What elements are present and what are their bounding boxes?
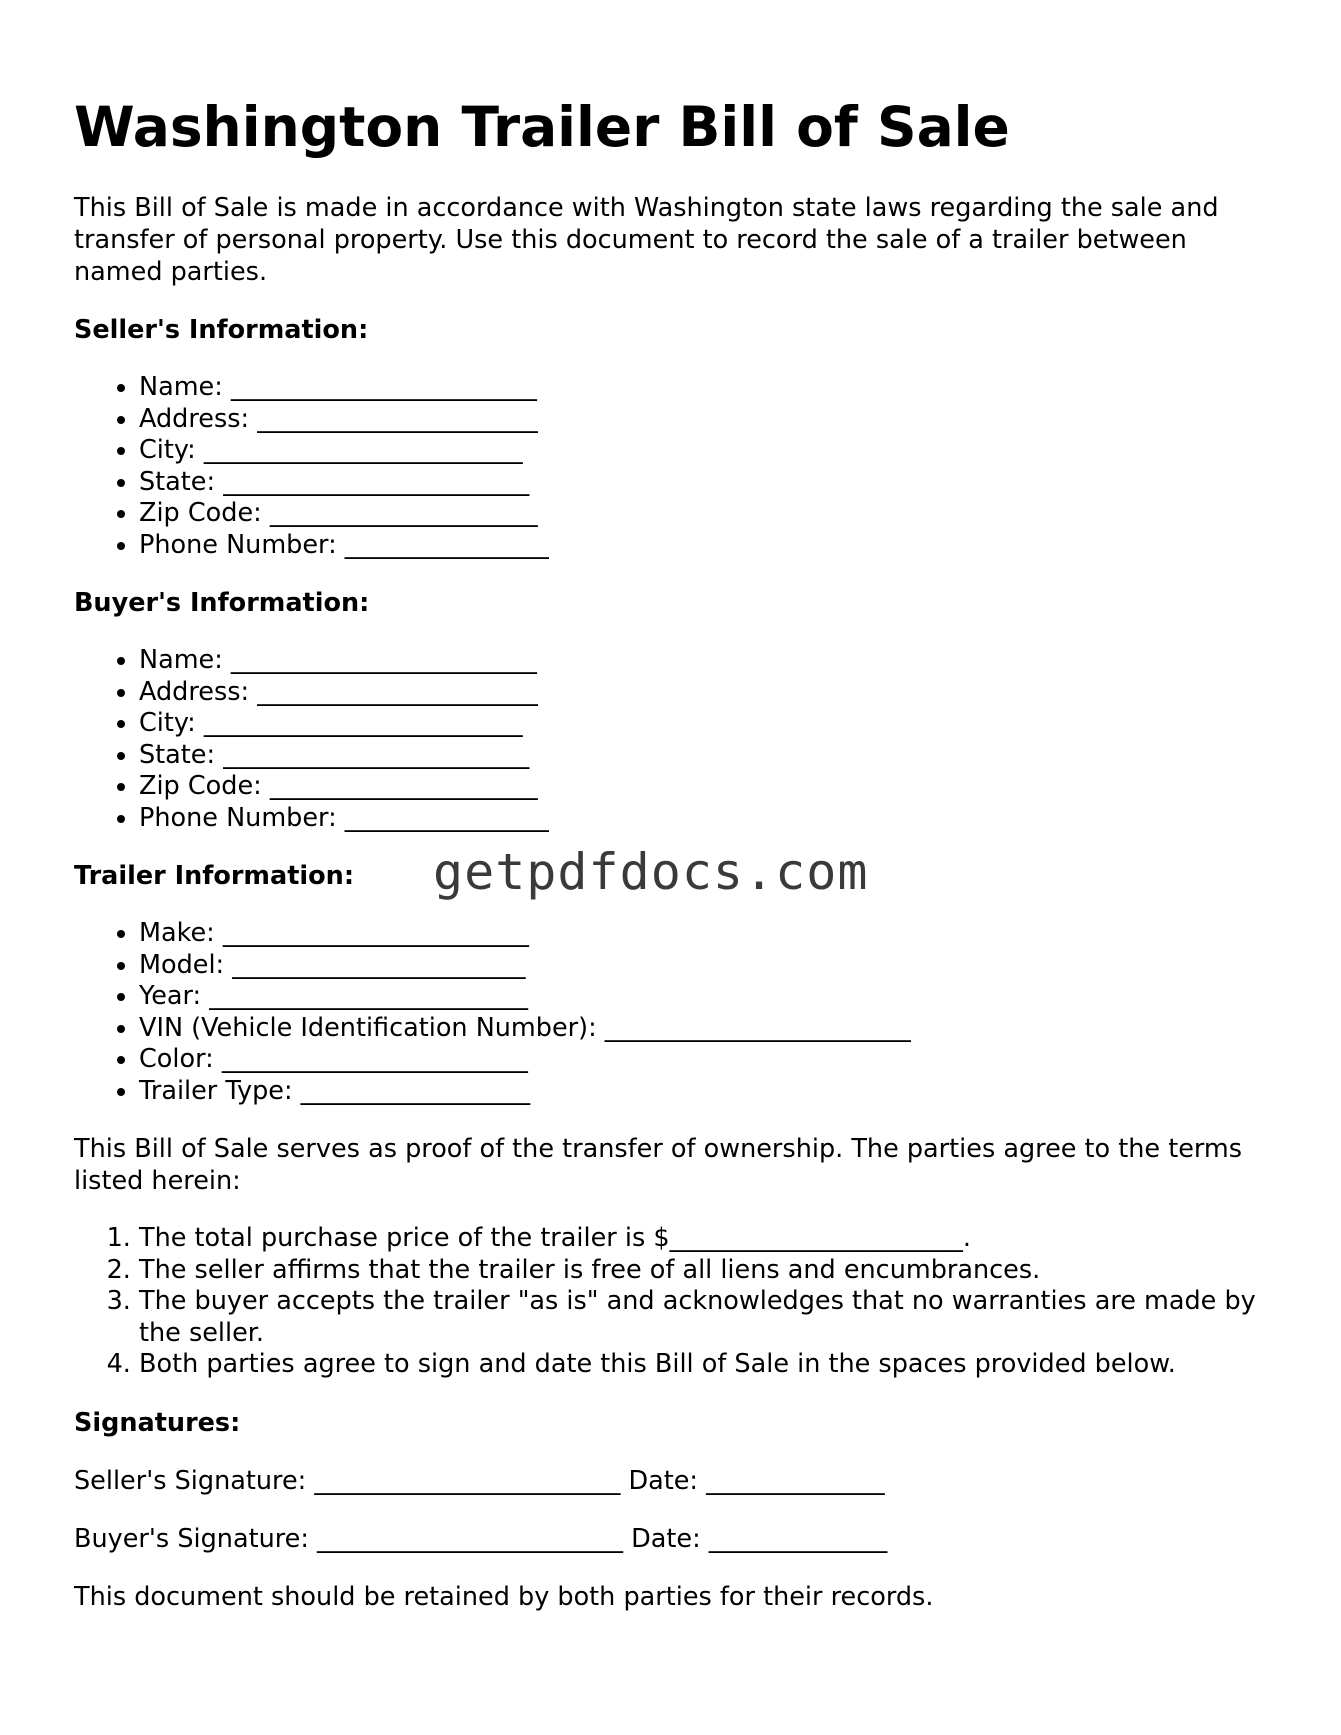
term-as-is: 3. The buyer accepts the trailer "as is" and acknowledges that no warranties are made by the seller. xyxy=(139,1286,1274,1349)
trailer-type-field[interactable]: • Trailer Type: __________________ xyxy=(139,1076,1274,1108)
buyer-address-field[interactable]: • Address: ______________________ xyxy=(139,677,1274,709)
buyer-state-field[interactable]: • State: ________________________ xyxy=(139,740,1274,772)
seller-address-field[interactable]: • Address: ______________________ xyxy=(139,404,1274,436)
intro-paragraph: This Bill of Sale is made in accordance with Washington state laws regarding the sale and transfer of personal property. Use this document to record the sale of a trailer between named parties. xyxy=(74,193,1219,287)
seller-signature-line[interactable]: Seller's Signature: ________________________ Date: ______________ xyxy=(74,1465,885,1496)
trailer-color-field[interactable]: • Color: ________________________ xyxy=(139,1044,1274,1076)
trailer-info-list xyxy=(74,918,1274,1107)
seller-state-field[interactable]: • State: ________________________ xyxy=(139,467,1274,499)
trailer-make-field[interactable]: • Make: ________________________ xyxy=(139,918,1274,950)
seller-info-list xyxy=(74,372,1274,561)
trailer-model-field[interactable]: • Model: _______________________ xyxy=(139,950,1274,982)
buyer-signature-line[interactable]: Buyer's Signature: ________________________ Date: ______________ xyxy=(74,1523,888,1554)
buyer-phone-field[interactable]: • Phone Number: ________________ xyxy=(139,803,1274,835)
trailer-vin-field[interactable]: • VIN (Vehicle Identification Number): ________________________ xyxy=(139,1013,1274,1045)
seller-heading: Seller's Information: xyxy=(74,315,369,345)
seller-zip-field[interactable]: • Zip Code: _____________________ xyxy=(139,498,1274,530)
signatures-heading: Signatures: xyxy=(74,1407,241,1438)
terms-list xyxy=(74,1223,1274,1381)
terms-intro-paragraph: This Bill of Sale serves as proof of the transfer of ownership. The parties agree to the terms listed herein: xyxy=(74,1134,1243,1196)
seller-city-field[interactable]: • City: _________________________ xyxy=(139,435,1274,467)
term-liens: 2. The seller affirms that the trailer is free of all liens and encumbrances. xyxy=(139,1255,1274,1287)
watermark-text: getpdfdocs.com xyxy=(433,843,869,901)
term-purchase-price[interactable]: 1. The total purchase price of the trailer is $_______________________. xyxy=(139,1223,1274,1255)
buyer-info-list xyxy=(74,645,1274,834)
trailer-year-field[interactable]: • Year: _________________________ xyxy=(139,981,1274,1013)
term-sign-date: 4. Both parties agree to sign and date this Bill of Sale in the spaces provided below. xyxy=(139,1349,1274,1381)
footer-note: This document should be retained by both parties for their records. xyxy=(74,1581,934,1612)
buyer-name-field[interactable]: • Name: ________________________ xyxy=(139,645,1274,677)
buyer-city-field[interactable]: • City: _________________________ xyxy=(139,708,1274,740)
document-title: Washington Trailer Bill of Sale xyxy=(74,95,1010,159)
seller-phone-field[interactable]: • Phone Number: ________________ xyxy=(139,530,1274,562)
seller-name-field[interactable]: • Name: ________________________ xyxy=(139,372,1274,404)
trailer-heading: Trailer Information: xyxy=(74,861,355,891)
buyer-heading: Buyer's Information: xyxy=(74,588,370,618)
buyer-zip-field[interactable]: • Zip Code: _____________________ xyxy=(139,771,1274,803)
